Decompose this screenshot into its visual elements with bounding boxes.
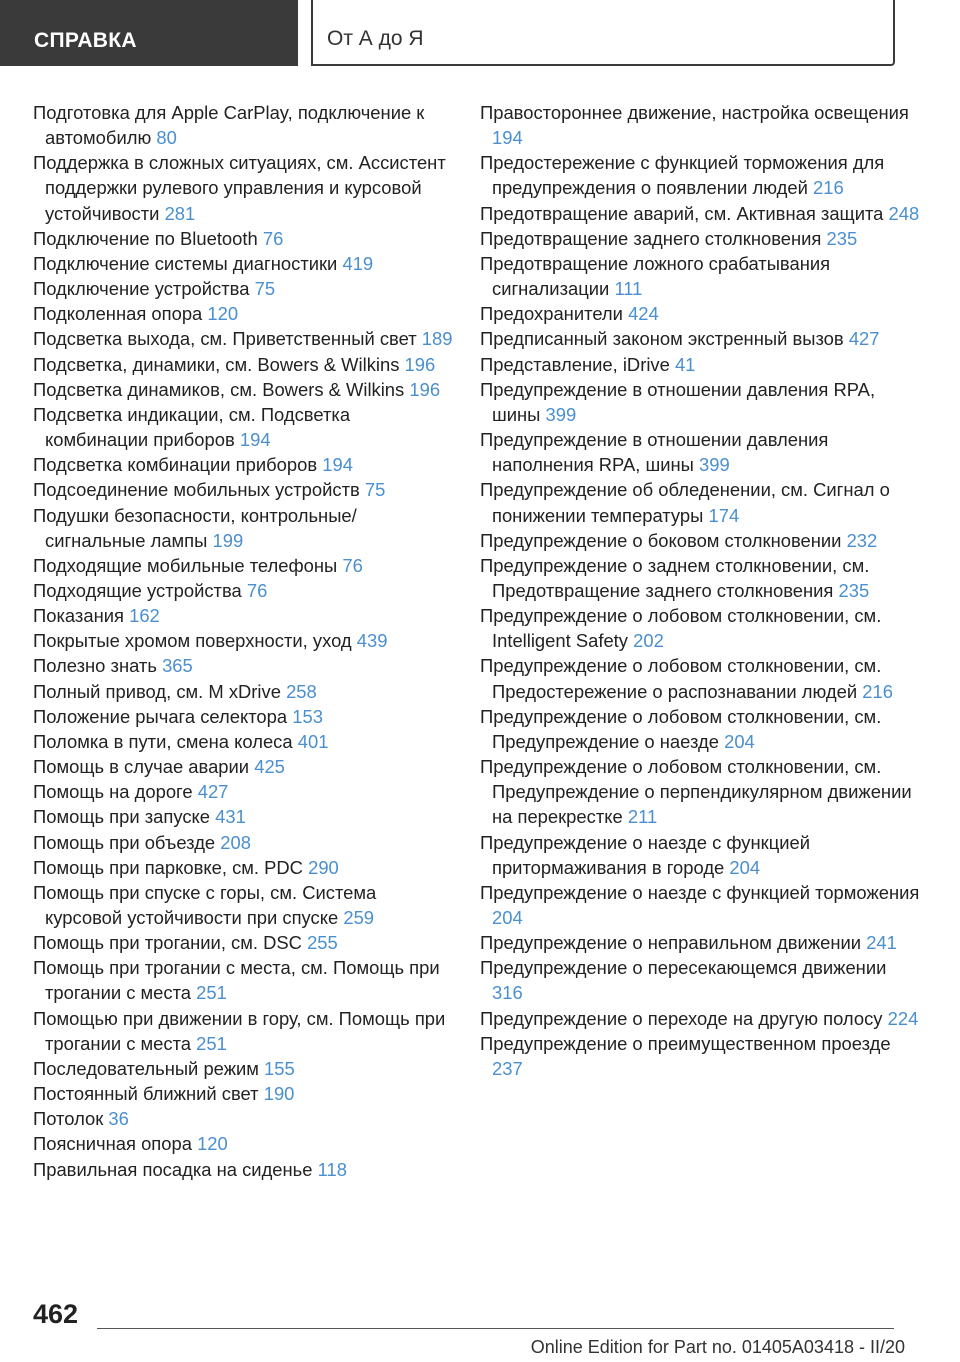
index-entry-text: Подходящие мобильные телефоны: [33, 554, 338, 576]
index-page-link[interactable]: 194: [239, 429, 271, 451]
index-entry: [480, 704, 920, 754]
index-entry: [33, 704, 453, 729]
page-header: [0, 0, 960, 66]
index-entry-text: Поясничная опора: [33, 1133, 192, 1155]
index-page-link[interactable]: 255: [307, 932, 338, 954]
page-number: 462: [33, 1299, 79, 1329]
index-entry-text: Предупреждение о лобовом столкновении, см. Предупреждение о наезде: [480, 705, 882, 752]
index-page-link[interactable]: 237: [492, 1057, 523, 1079]
index-page-link[interactable]: 202: [633, 630, 664, 652]
index-entry: [33, 1056, 453, 1081]
index-entry: [33, 1006, 453, 1056]
index-entry-text: Предупреждение о заднем столкновении, см. Предотвращение заднего столкновения: [480, 554, 870, 601]
index-page-link[interactable]: 316: [492, 982, 523, 1004]
index-page-link[interactable]: 425: [254, 756, 285, 778]
index-page-link[interactable]: 80: [156, 127, 177, 149]
index-entry: [480, 1031, 920, 1081]
index-page-link[interactable]: 259: [343, 907, 375, 928]
index-entry-text: Поддержка в сложных ситуациях, см. Ассистент поддержки рулевого управления и курсовой устойчивости: [33, 152, 446, 224]
index-entry: [33, 1157, 453, 1182]
index-page-link[interactable]: 251: [196, 1032, 227, 1054]
index-entry: [480, 754, 920, 829]
index-entry: [480, 880, 920, 930]
index-page-link[interactable]: 204: [492, 907, 523, 928]
index-entry-text: Полный привод, см. M xDrive: [33, 680, 281, 702]
index-entry-text: Предупреждение в отношении давления наполнения RPA, шины: [480, 429, 829, 476]
index-entry: [33, 503, 453, 553]
footer-divider: [97, 1328, 894, 1329]
index-entry: [33, 150, 453, 225]
index-entry: [33, 754, 453, 779]
index-entry-text: Предупреждение о лобовом столкновении, см. Предостережение о распознавании людей: [480, 655, 882, 702]
index-entry: [33, 729, 453, 754]
index-page-link[interactable]: 75: [364, 479, 386, 501]
index-entry-text: Помощь при объезде: [33, 831, 216, 853]
index-entry-text: Предупреждение о пересекающемся движении: [480, 957, 887, 979]
index-entry-text: Предохранители: [480, 303, 623, 325]
index-entry-text: Поломка в пути, смена колеса: [33, 730, 293, 752]
index-entry-text: Помощь при парковке, см. PDC: [33, 856, 303, 878]
index-entry: [480, 930, 920, 955]
index-page-link[interactable]: 196: [404, 353, 436, 375]
index-page-link[interactable]: 76: [262, 227, 284, 249]
index-entry: [480, 653, 920, 703]
index-entry-text: Подколенная опора: [33, 303, 203, 325]
index-entry: [480, 377, 920, 427]
index-entry-text: Предотвращение аварий, см. Активная защита: [480, 202, 884, 224]
index-entry-text: Подсветка, динамики, см. Bowers & Wilkins: [33, 353, 400, 375]
index-entry-text: Подсветка индикации, см. Подсветка комбинации приборов: [33, 403, 351, 451]
index-page-link[interactable]: 281: [164, 202, 196, 224]
index-entry-text: Правильная посадка на сиденье: [33, 1158, 313, 1180]
index-page-link[interactable]: 194: [492, 127, 523, 149]
index-entry: [480, 100, 920, 150]
index-page-link[interactable]: 241: [866, 932, 897, 954]
index-entry: [33, 679, 453, 704]
index-page-link[interactable]: 36: [108, 1108, 129, 1130]
index-entry-text: Помощь при трогании, см. DSC: [33, 932, 302, 954]
index-page-link[interactable]: 251: [196, 982, 227, 1004]
index-entry-text: Предупреждение о наезде с функцией притормаживания в городе: [480, 831, 811, 878]
index-entry: [33, 628, 453, 653]
index-entry: [33, 377, 453, 402]
index-page-link[interactable]: 235: [838, 579, 870, 601]
index-entry: [33, 352, 453, 377]
index-entry-text: Предупреждение о преимущественном проезде: [480, 1032, 891, 1054]
index-entry-text: Помощь при запуске: [33, 806, 210, 828]
index-page-link[interactable]: 196: [409, 378, 441, 400]
index-page-link[interactable]: 75: [254, 278, 276, 300]
index-entry: [480, 150, 920, 200]
index-page-link[interactable]: 120: [207, 303, 239, 325]
index-entry-text: Показания: [33, 605, 124, 627]
index-entry-text: Предупреждение об обледенении, см. Сигнал о понижении температуры: [480, 479, 890, 526]
index-entry-text: Предупреждение в отношении давления RPA, шины: [480, 378, 876, 425]
index-page-link[interactable]: 399: [698, 454, 730, 476]
index-entry-text: Помощью при движении в гору, см. Помощь при трогании с места: [33, 1007, 446, 1054]
index-page-link[interactable]: 111: [614, 278, 643, 300]
edition-footer: Online Edition for Part no. 01405A03418 - II/20: [530, 1337, 905, 1357]
index-entry-text: Подушки безопасности, контрольные/сигнальные лампы: [33, 504, 357, 551]
index-page-link[interactable]: 194: [322, 454, 353, 476]
index-page-link[interactable]: 204: [724, 730, 755, 752]
index-entry-text: Предотвращение заднего столкновения: [480, 227, 822, 249]
index-entry-text: Подключение системы диагностики: [33, 252, 338, 274]
index-entry: [480, 955, 920, 1005]
index-page-link[interactable]: 439: [356, 630, 388, 652]
index-page-link[interactable]: 424: [628, 303, 659, 325]
index-page-link[interactable]: 248: [888, 202, 920, 224]
index-entry: [33, 1081, 453, 1106]
index-entry: [33, 930, 453, 955]
index-entry: [33, 452, 453, 477]
index-page-link[interactable]: 431: [215, 806, 246, 828]
index-entry-text: Постоянный ближний свет: [33, 1083, 259, 1105]
index-entry-text: Предотвращение ложного срабатывания сигнализации: [480, 252, 831, 300]
index-entry-text: Помощь при трогании с места, см. Помощь при трогании с места: [33, 957, 440, 1004]
section-tab[interactable]: СПРАВКА: [0, 0, 298, 66]
index-entry: [480, 201, 920, 226]
index-entry-text: Подсветка динамиков, см. Bowers & Wilkins: [33, 378, 405, 400]
index-page-link[interactable]: 118: [317, 1158, 347, 1180]
index-page-link[interactable]: 41: [674, 353, 696, 375]
index-page-link[interactable]: 189: [421, 328, 453, 350]
index-page-link[interactable]: 216: [812, 177, 844, 199]
index-entry-text: Подготовка для Apple CarPlay, подключение к автомобилю: [33, 102, 425, 149]
index-entry: [480, 830, 920, 880]
index-page-link[interactable]: 162: [129, 605, 160, 627]
index-entry-text: Полезно знать: [33, 655, 157, 677]
index-entry-text: Помощь в случае аварии: [33, 756, 250, 778]
index-page-link[interactable]: 258: [286, 680, 317, 702]
index-entry: [480, 427, 920, 477]
index-page-link[interactable]: 224: [887, 1007, 919, 1029]
index-page-link[interactable]: 401: [297, 730, 329, 752]
index-column-right: [480, 100, 920, 1081]
index-page-link[interactable]: 427: [197, 781, 229, 803]
index-entry: [33, 1106, 453, 1131]
index-entry: [480, 251, 920, 301]
index-page-link[interactable]: 232: [846, 529, 878, 551]
index-entry-text: Подходящие устройства: [33, 579, 242, 601]
index-entry-text: Представление, iDrive: [480, 353, 670, 375]
index-entry: [33, 653, 453, 678]
index-entry-text: Предупреждение о лобовом столкновении, см. Intelligent Safety: [480, 605, 882, 652]
index-page-link[interactable]: 235: [826, 227, 858, 249]
index-entry: [33, 301, 453, 326]
index-entry: [33, 326, 453, 351]
index-page-link[interactable]: 76: [246, 579, 268, 601]
index-entry: [33, 603, 453, 628]
index-entry: [480, 477, 920, 527]
index-entry-text: Предупреждение о неправильном движении: [480, 932, 862, 954]
index-page-link[interactable]: 211: [627, 806, 658, 828]
index-page-link[interactable]: 216: [862, 680, 893, 702]
index-page-link[interactable]: 153: [292, 705, 323, 727]
index-entry-text: Предупреждение о переходе на другую полосу: [480, 1007, 883, 1029]
index-entry: [33, 804, 453, 829]
index-entry-text: Подключение устройства: [33, 278, 250, 300]
index-entry: [480, 301, 920, 326]
index-entry-text: Последовательный режим: [33, 1057, 259, 1079]
index-entry: [480, 1006, 920, 1031]
index-entry: [33, 779, 453, 804]
index-entry: [33, 100, 453, 150]
index-page-link[interactable]: 120: [197, 1133, 228, 1155]
index-entry: [480, 226, 920, 251]
index-column-left: [33, 100, 453, 1182]
index-entry-text: Потолок: [33, 1108, 104, 1130]
index-entry-text: Правостороннее движение, настройка освещения: [480, 102, 909, 123]
index-entry-text: Подключение по Bluetooth: [33, 227, 258, 249]
index-entry: [33, 855, 453, 880]
index-entry-text: Покрытые хромом поверхности, уход: [33, 630, 352, 652]
index-entry: [33, 553, 453, 578]
index-page-link[interactable]: 290: [308, 856, 339, 878]
index-entry: [33, 578, 453, 603]
index-entry-text: Предупреждение о наезде с функцией торможения: [480, 881, 920, 903]
index-entry: [480, 528, 920, 553]
index-page-link[interactable]: 427: [848, 328, 880, 350]
index-entry-text: Предупреждение о лобовом столкновении, см. Предупреждение о перпендикулярном движении на перекрестке: [480, 756, 912, 828]
index-entry-text: Предписанный законом экстренный вызов: [480, 328, 844, 350]
index-entry: [480, 352, 920, 377]
index-entry: [480, 603, 920, 653]
index-page-link[interactable]: 204: [729, 856, 761, 878]
index-entry-text: Положение рычага селектора: [33, 705, 288, 727]
index-entry: [480, 553, 920, 603]
index-page-link[interactable]: 199: [212, 529, 244, 551]
index-page-link[interactable]: 155: [264, 1057, 295, 1079]
subsection-tab[interactable]: От А до Я: [311, 0, 895, 66]
index-entry-text: Помощь на дороге: [33, 781, 193, 803]
index-page-link[interactable]: 365: [162, 655, 193, 677]
index-entry: [33, 830, 453, 855]
index-entry: [33, 251, 453, 276]
index-page-link[interactable]: 399: [545, 403, 577, 425]
index-page-link[interactable]: 419: [342, 252, 374, 274]
index-entry: [480, 326, 920, 351]
index-page-link[interactable]: 208: [220, 831, 251, 853]
index-entry-text: Подсветка выхода, см. Приветственный свет: [33, 328, 417, 350]
index-entry: [33, 477, 453, 502]
index-entry-text: Помощь при спуске с горы, см. Система курсовой устойчивости при спуске: [33, 881, 377, 928]
index-page-link[interactable]: 190: [263, 1083, 295, 1105]
index-entry-text: Подсоединение мобильных устройств: [33, 479, 360, 501]
index-entry: [33, 880, 453, 930]
index-entry: [33, 955, 453, 1005]
index-entry-text: Предупреждение о боковом столкновении: [480, 529, 842, 551]
index-entry: [33, 1131, 453, 1156]
index-entry: [33, 402, 453, 452]
index-entry: [33, 276, 453, 301]
index-page-link[interactable]: 76: [342, 554, 363, 576]
index-entry-text: Подсветка комбинации приборов: [33, 454, 318, 476]
index-entry-text: Предостережение с функцией торможения для предупреждения о появлении людей: [480, 152, 885, 199]
index-page-link[interactable]: 174: [708, 504, 740, 526]
index-entry: [33, 226, 453, 251]
